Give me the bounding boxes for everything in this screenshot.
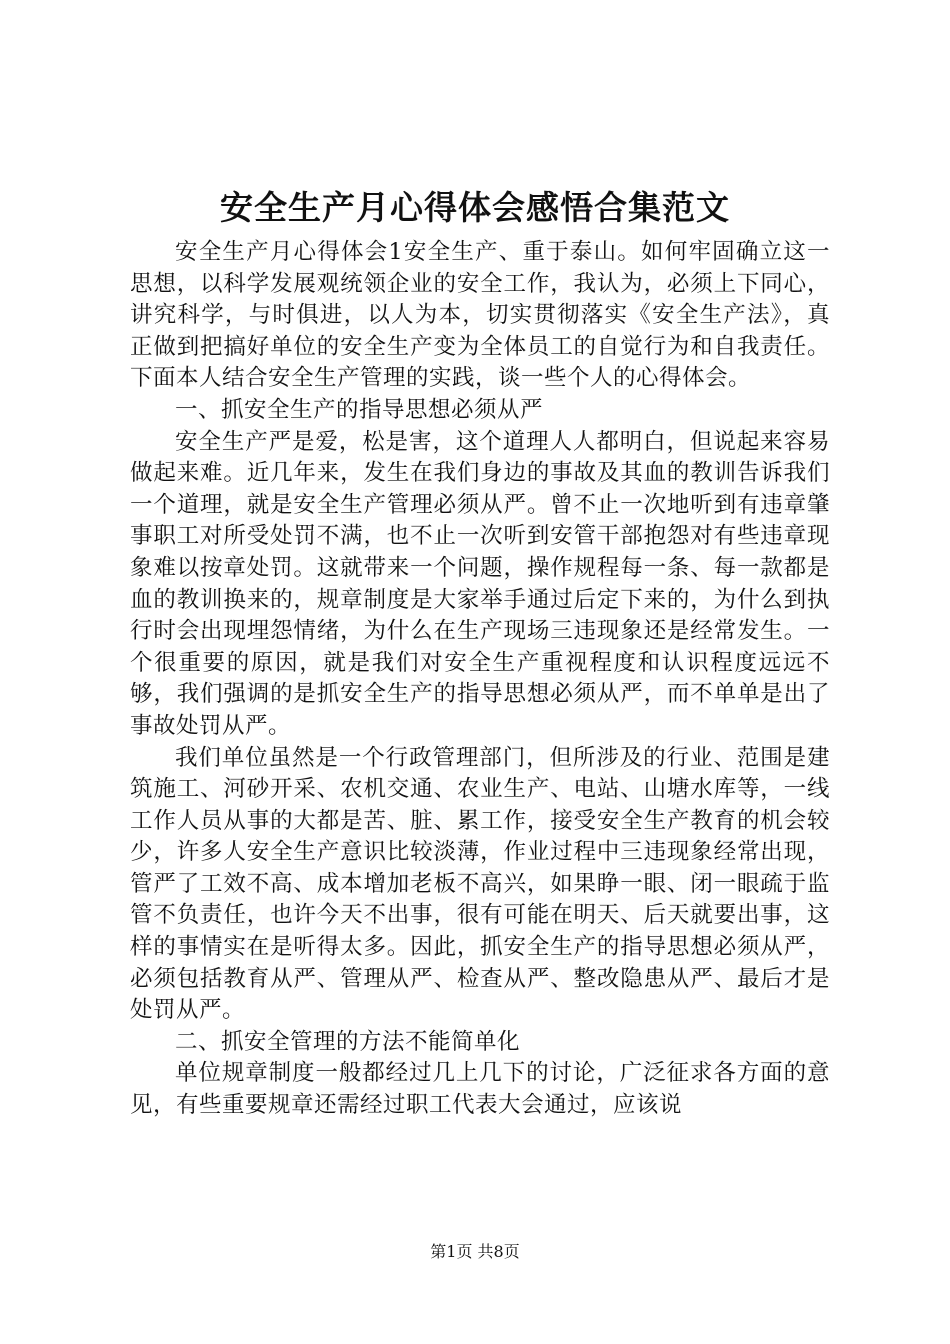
page-footer: 第1页 共8页	[430, 1242, 520, 1261]
section-heading-1: 一、抓安全生产的指导思想必须从严	[175, 396, 544, 423]
paragraph-section-1-b: 我们单位虽然是一个行政管理部门，但所涉及的行业、范围是建筑施工、河砂开采、农机交通、农业生产、电站、山塘水库等，一线工作人员从事的大都是苦、脏、累工作，接受安全生产教育的机会较少，许多人安全生产意识比较淡薄，作业过程中三违现象经常出现，管严了工效不高、成本增加老板不高兴，如果睁一眼、闭一眼疏于监管不负责任，也许今天不出事，很有可能在明天、后天就要出事，这样的事情实在是听得太多。因此，抓安全生产的指导思想必须从严，必须包括教育从严、管理从严、检查从严、整改隐患从严、最后才是处罚从严。	[130, 744, 830, 1024]
section-heading-2: 二、抓安全管理的方法不能简单化	[175, 1028, 521, 1055]
document-title: 安全生产月心得体会感悟合集范文	[220, 188, 730, 227]
document-body	[130, 237, 830, 1122]
paragraph-intro: 安全生产月心得体会1安全生产、重于泰山。如何牢固确立这一思想，以科学发展观统领企业的安全工作，我认为，必须上下同心，讲究科学，与时俱进，以人为本，切实贯彻落实《安全生产法》，真正做到把搞好单位的安全生产变为全体员工的自觉行为和自我责任。下面本人结合安全生产管理的实践，谈一些个人的心得体会。	[130, 239, 830, 392]
paragraph-section-1-a: 安全生产严是爱，松是害，这个道理人人都明白，但说起来容易做起来难。近几年来，发生在我们身边的事故及其血的教训告诉我们一个道理，就是安全生产管理必须从严。曾不止一次地听到有违章肇事职工对所受处罚不满，也不止一次听到安管干部抱怨对有些违章现象难以按章处罚。这就带来一个问题，操作规程每一条、每一款都是血的教训换来的，规章制度是大家举手通过后定下来的，为什么到执行时会出现埋怨情绪，为什么在生产现场三违现象还是经常发生。一个很重要的原因，就是我们对安全生产重视程度和认识程度远远不够，我们强调的是抓安全生产的指导思想必须从严，而不单单是出了事故处罚从严。	[130, 428, 830, 739]
paragraph-section-2-a: 单位规章制度一般都经过几上几下的讨论，广泛征求各方面的意见，有些重要规章还需经过职工代表大会通过，应该说	[130, 1060, 830, 1119]
